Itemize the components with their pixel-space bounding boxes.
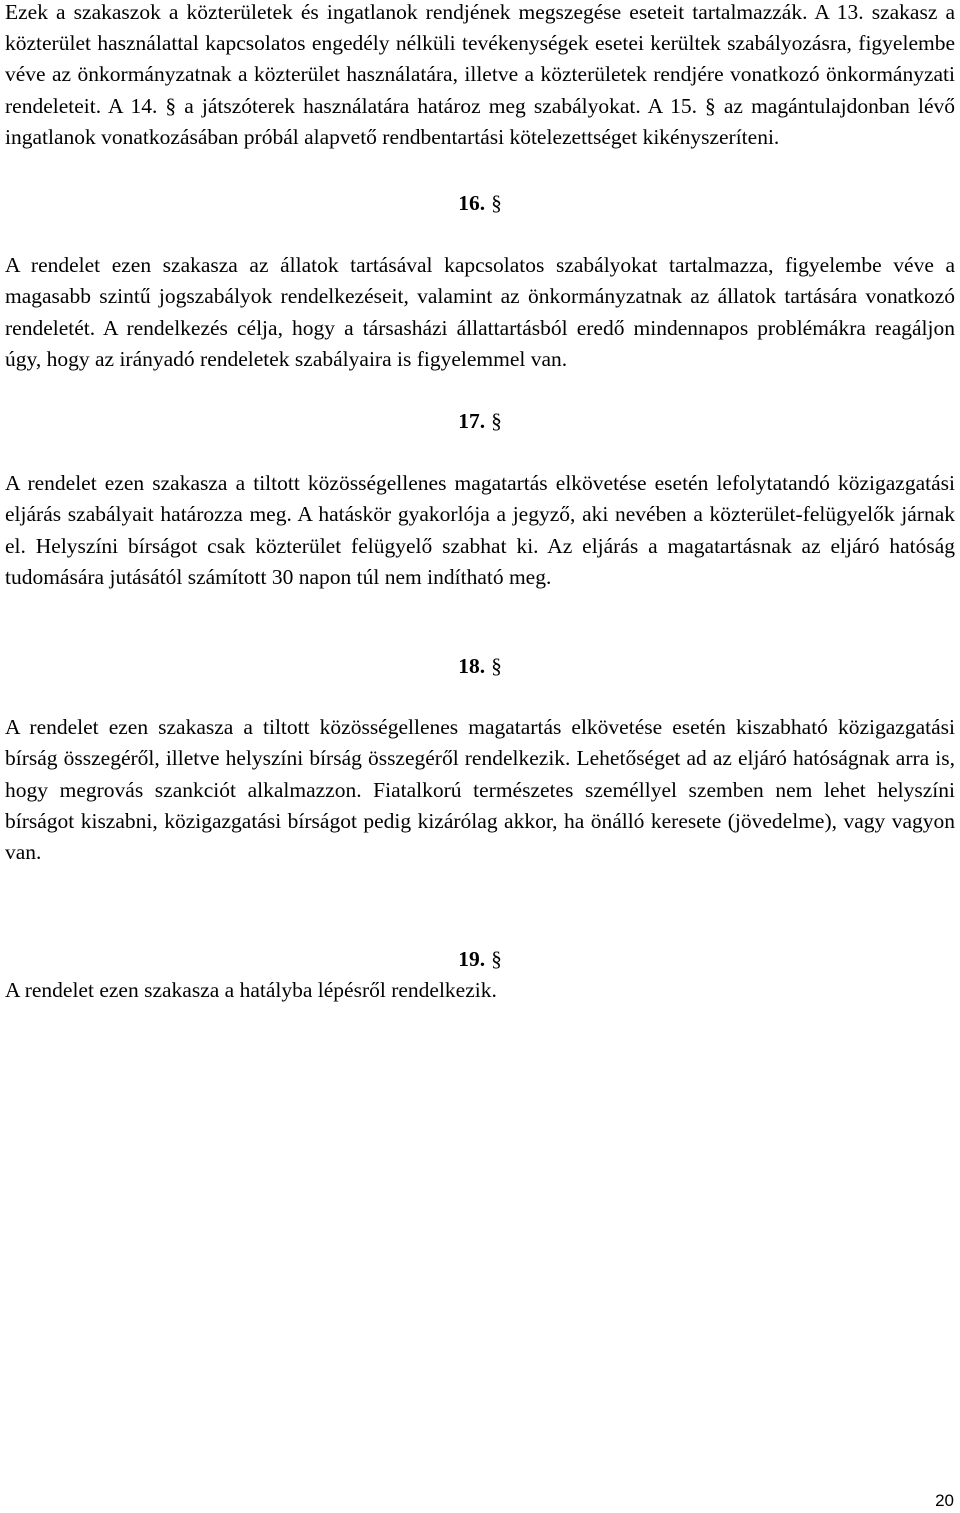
- section-16-text: A rendelet ezen szakasza az állatok tartásával kapcsolatos szabályokat tartalmazza, figyelembe véve a magasabb szintű jogszabályok rendelkezéseit, valamint az önkormányzatnak az állatok tartására vonatkozó rendeletét. A rendelkezés célja, hogy a társasházi állattartásból eredő mindennapos problémákra reagáljon úgy, hogy az irányadó rendeletek szabályaira is figyelemmel van.: [5, 253, 955, 371]
- section-number: 19.: [458, 947, 486, 972]
- section-19-text: A rendelet ezen szakasza a hatályba lépésről rendelkezik.: [5, 978, 497, 1003]
- section-number: 17.: [458, 409, 486, 434]
- page-number: 20: [935, 1491, 954, 1510]
- section-heading-16: [5, 188, 955, 219]
- intro-paragraph: Ezek a szakaszok a közterületek és ingatlanok rendjének megszegése eseteit tartalmazzák. A 13. szakasz a közterület használattal kapcsolatos engedély nélküli tevékenységek esetei kerültek szabályozásra, figyelembe véve az önkormányzatnak a közterület használatára, illetve a közterületek rendjére vonatkozó önkormányzati rendeleteit. A 14. § a játszóterek használatára határoz meg szabályokat. A 15. § az magántulajdonban lévő ingatlanok vonatkozásában próbál alapvető rendbentartási kötelezettséget kikényszeríteni.: [5, 0, 955, 149]
- section-heading-18: [5, 651, 955, 682]
- section-18-text: A rendelet ezen szakasza a tiltott közösségellenes magatartás elkövetése esetén kiszabható közigazgatási bírság összegéről, illetve helyszíni bírság összegéről rendelkezik. Lehetőséget ad az eljáró hatóságnak arra is, hogy megrovás szankciót alkalmazzon. Fiatalkorú természetes személlyel szemben nem lehet helyszíni bírságot kiszabni, közigazgatási bírságot pedig kizárólag akkor, ha önálló keresete (jövedelme), vagy vagyon van.: [5, 715, 955, 865]
- section-17-text: A rendelet ezen szakasza a tiltott közösségellenes magatartás elkövetése esetén lefolytatandó közigazgatási eljárás szabályait határozza meg. A hatáskör gyakorlója a jegyző, aki nevében a közterület-felügyelők járnak el. Helyszíni bírságot csak közterület felügyelő szabhat ki. Az eljárás a magatartásnak az eljáró hatóság tudomására jutásától számított 30 napon túl nem indítható meg.: [5, 471, 955, 589]
- section-sign: §: [491, 409, 502, 434]
- section-heading-17: [5, 406, 955, 437]
- section-sign: §: [491, 947, 502, 972]
- section-sign: §: [491, 654, 502, 679]
- section-number: 16.: [458, 191, 486, 216]
- section-number: 18.: [458, 654, 486, 679]
- section-sign: §: [491, 191, 502, 216]
- section-heading-19: [5, 944, 955, 975]
- document-body: [5, 0, 955, 1007]
